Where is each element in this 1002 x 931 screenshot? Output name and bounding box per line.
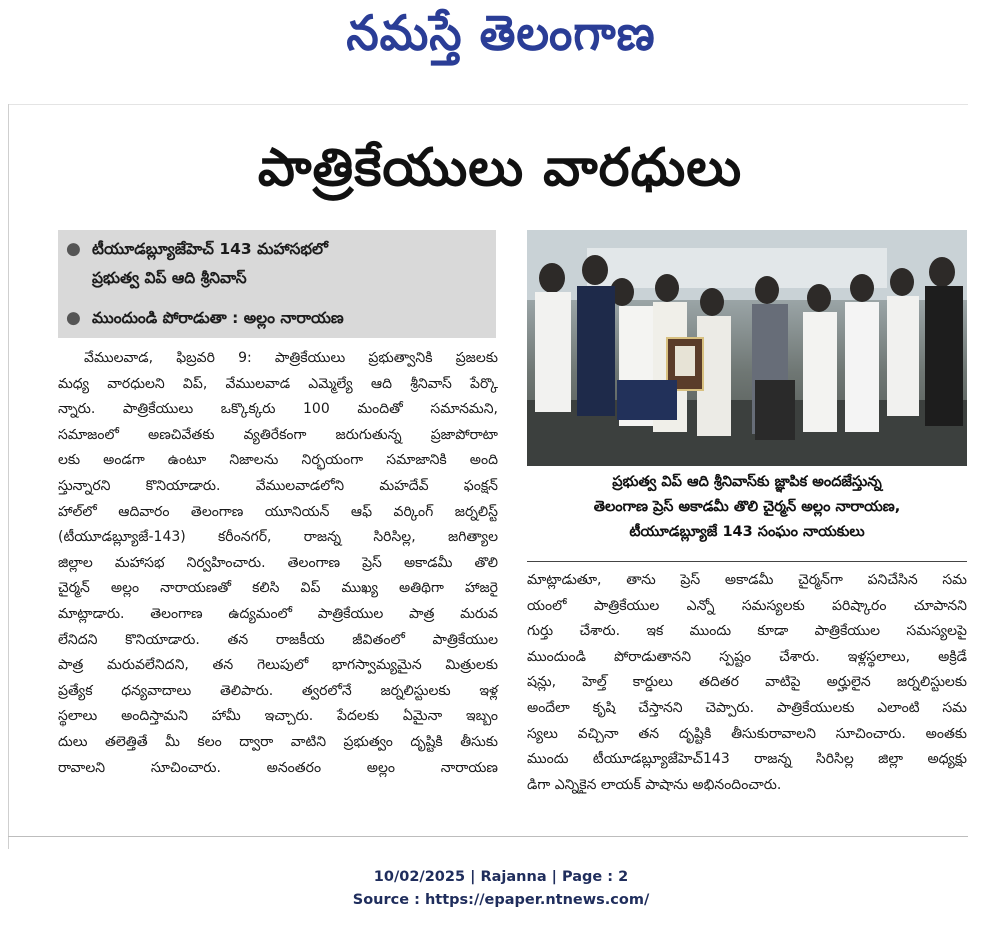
article-line: స్యలు వచ్చినా తన దృష్టికి తీసుకురావాలని సూచించారు. అంతకు xyxy=(527,725,967,742)
caption-line: ప్రభుత్వ విప్ ఆది శ్రీనివాస్‌కు జ్ఞాపిక అందజేస్తున్న xyxy=(612,474,882,490)
bullet-icon: ● xyxy=(66,239,81,259)
article-column-right xyxy=(527,568,967,798)
article-line: దులు తలెత్తితే మీ కలం ద్వారా వాటిని ప్రభుత్వం దృష్టికి తీసుకు xyxy=(58,733,498,750)
article-line: మాట్లాడుతూ, తాను ప్రెస్ అకాడమీ చైర్మన్‌గా పనిచేసిన సమ xyxy=(527,572,967,588)
article-line: లకు అండగా ఉంటూ నిజాలను నిర్భయంగా సమాజానికి అంది xyxy=(58,452,498,469)
bullet-icon: ● xyxy=(66,308,81,328)
article-line: డిగా ఎన్నికైన లాయక్ పాషాను అభినందించారు. xyxy=(527,776,782,793)
caption-divider xyxy=(527,561,967,562)
left-border xyxy=(8,104,9,849)
article-line: రావాలని సూచించారు. అనంతరం అల్లం నారాయణ xyxy=(58,759,498,776)
article-line: చైర్మన్ అల్లం నారాయణతో కలిసి విప్ ముఖ్య అతిథిగా హాజరై xyxy=(58,580,498,597)
article-line: గుర్తు చేశారు. ఇక ముందు కూడా పాత్రికేయుల సమస్యలపై xyxy=(527,623,967,640)
article-line: లేనిదని కొనియాడారు. తన రాజకీయ జీవితంలో పాత్రికేయుల xyxy=(58,631,498,648)
article-line: జిల్లాల మహాసభ నిర్వహించారు. తెలంగాణ ప్రెస్ అకాడమీ తొలి xyxy=(58,554,498,571)
highlights-box: ● టీయూడబ్ల్యూజేహెచ్ 143 మహాసభలో ప్రభుత్వ విప్ ఆది శ్రీనివాస్ ● ముందుండి పోరాడుతా : అల్లం నారాయణ xyxy=(58,230,496,338)
top-divider xyxy=(8,104,968,105)
event-photo xyxy=(527,230,967,466)
article-line: (టీయూడబ్ల్యూజే-143) కరీంనగర్, రాజన్న సిరిసిల్ల, జగిత్యాల xyxy=(58,529,498,546)
caption-line: టీయూడబ్ల్యూజే 143 సంఘం నాయకులు xyxy=(629,524,865,540)
masthead-logo: నమస్తే తెలంగాణ xyxy=(346,4,656,62)
article-line: సమాజంలో అణచివేతకు వ్యతిరేకంగా జరుగుతున్న ప్రజాపోరాటా xyxy=(58,426,498,443)
photo-caption xyxy=(527,470,967,545)
event-photo-illustration xyxy=(527,230,967,466)
article-line: యంలో పాత్రికేయుల ఎన్నో సమస్యలకు పరిష్కారం చూపానని xyxy=(527,597,967,614)
footer-source-link[interactable]: Source : https://epaper.ntnews.com/ xyxy=(352,892,650,908)
article-line: ప్రత్యేక ధన్యవాదాలు తెలిపారు. త్వరలోనే జర్నలిస్టులకు ఇళ్ల xyxy=(58,682,498,699)
article-column-left xyxy=(58,346,498,781)
bottom-divider xyxy=(8,836,968,837)
article-headline: పాత్రికేయులు వారధులు xyxy=(257,138,743,198)
caption-line: తెలంగాణ ప్రెస్ అకాడమీ తొలి చైర్మన్ అల్లం నారాయణ, xyxy=(593,499,901,515)
article-line: హాల్‌లో ఆదివారం తెలంగాణ యూనియన్ ఆఫ్ వర్కింగ్ జర్నలిస్ట్ xyxy=(58,503,498,520)
article-line: పాత్ర మరువలేనిదని, తన గెలుపులో భాగస్వామ్యమైన మిత్రులకు xyxy=(58,657,498,674)
article-line: మధ్య వారధులని విప్, వేములవాడ ఎమ్మెల్యే ఆది శ్రీనివాస్ పేర్కొ xyxy=(58,375,498,392)
article-line: న్నారు. పాత్రికేయులు ఒక్కొక్కరు 100 మందితో సమానమని, xyxy=(58,401,498,418)
article-line: స్తున్నారని కొనియాడారు. వేములవాడలోని మహదేవ్ ఫంక్షన్ xyxy=(58,477,498,494)
article-line: స్థలాలు అందిస్తామని హామీ ఇచ్చారు. పేదలకు ఏమైనా ఇబ్బం xyxy=(58,708,498,725)
article-line: మాట్లాడారు. తెలంగాణ ఉద్యమంలో పాత్రికేయుల పాత్ర మరువ xyxy=(58,605,498,622)
footer-date-page: 10/02/2025 | Rajanna | Page : 2 xyxy=(373,869,629,885)
article-line: అందేలా కృషి చేస్తానని చెప్పారు. పాత్రికేయులకు ఎలాంటి సమ xyxy=(527,699,967,716)
article-line: ముందు టీయూడబ్ల్యూజేహెచ్143 రాజన్న సిరిసిల్ల జిల్లా అధ్యక్షు xyxy=(527,751,967,768)
article-line: ముందుండి పోరాడుతానని స్పష్టం చేశారు. ఇళ్లస్థలాలు, అక్రిడే xyxy=(527,648,967,665)
article-line: షన్లు, హెల్త్ కార్డులు తదితర వాటిపై అర్హులైన జర్నలిస్టులకు xyxy=(527,674,967,691)
article-line: వేములవాడ, ఫిబ్రవరి 9: పాత్రికేయులు ప్రభుత్వానికి ప్రజలకు xyxy=(84,350,498,366)
